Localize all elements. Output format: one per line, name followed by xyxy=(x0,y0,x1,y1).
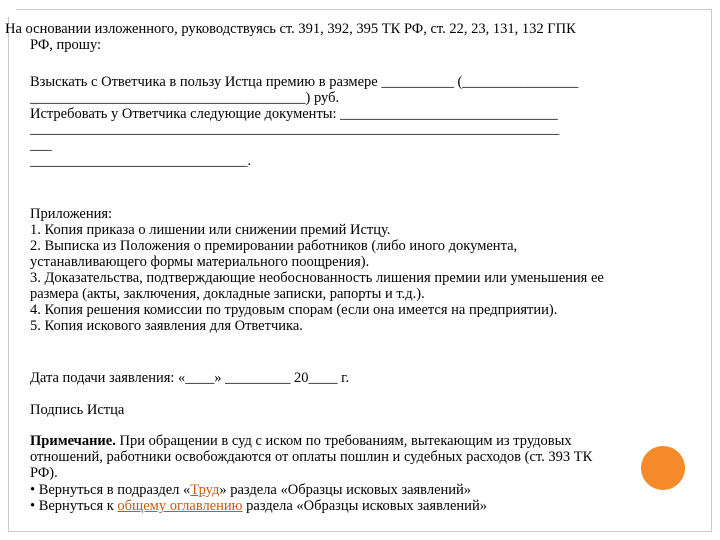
claim-line-2: ______________________________________) руб. xyxy=(30,90,340,106)
link-general-contents[interactable]: общему оглавлению xyxy=(117,498,243,514)
request-line-3: ___ xyxy=(30,137,52,153)
nav-back1-prefix: Вернуться в подраздел « xyxy=(38,482,191,498)
note-label: Примечание. xyxy=(30,433,116,449)
intro-line-2: РФ, прошу: xyxy=(30,37,102,53)
decorative-orange-circle xyxy=(641,446,685,490)
nav-back1-suffix: » раздела «Образцы исковых заявлений» xyxy=(219,482,472,498)
request-line-4: ______________________________. xyxy=(30,153,252,169)
filing-date-line: Дата подачи заявления: «____» _________ 20____ г. xyxy=(30,370,350,386)
bullet-icon: • xyxy=(30,498,36,514)
bullet-icon: • xyxy=(30,482,36,498)
attachment-item-4: 4. Копия решения комиссии по трудовым спорам (если она имеется на предприятии). xyxy=(30,302,558,318)
attachment-item-5: 5. Копия искового заявления для Ответчика. xyxy=(30,318,303,334)
attachment-item-1: 1. Копия приказа о лишении или снижении премий Истцу. xyxy=(30,222,391,238)
nav-back2-prefix: Вернуться к xyxy=(38,498,118,514)
link-trud[interactable]: Труд xyxy=(190,482,220,498)
claim-line-1: Взыскать с Ответчика в пользу Истца премию в размере __________ (________________ xyxy=(30,74,579,90)
note-line-3: РФ). xyxy=(30,465,58,481)
nav-back2-suffix: раздела «Образцы исковых заявлений» xyxy=(242,498,487,514)
note-line-1 xyxy=(30,434,572,450)
request-line-1: Истребовать у Ответчика следующие документы: ______________________________ xyxy=(30,106,558,122)
nav-back-contents xyxy=(30,499,487,515)
request-line-2: _________________________________________________________________________ xyxy=(30,121,560,137)
nav-back-section xyxy=(30,483,471,499)
attachment-item-3: 3. Доказательства, подтверждающие необоснованность лишения премии или уменьшения ее xyxy=(30,270,604,286)
note-line-2: отношений, работники освобождаются от оплаты пошлин и судебных расходов (ст. 393 ТК xyxy=(30,449,593,465)
attachment-item-3-cont: размера (акты, заключения, докладные записки, рапорты и т.д.). xyxy=(30,286,425,302)
attachment-item-2-cont: устанавливающего формы материального поощрения). xyxy=(30,254,370,270)
attachment-item-2: 2. Выписка из Положения о премировании работников (либо иного документа, xyxy=(30,238,518,254)
intro-line-1: На основании изложенного, руководствуясь ст. 391, 392, 395 ТК РФ, ст. 22, 23, 131, 132 ГПК xyxy=(5,21,576,37)
attachments-heading: Приложения: xyxy=(30,206,113,222)
note-text-1: При обращении в суд с иском по требованиям, вытекающим из трудовых xyxy=(119,433,572,449)
signature-line: Подпись Истца xyxy=(30,402,125,418)
